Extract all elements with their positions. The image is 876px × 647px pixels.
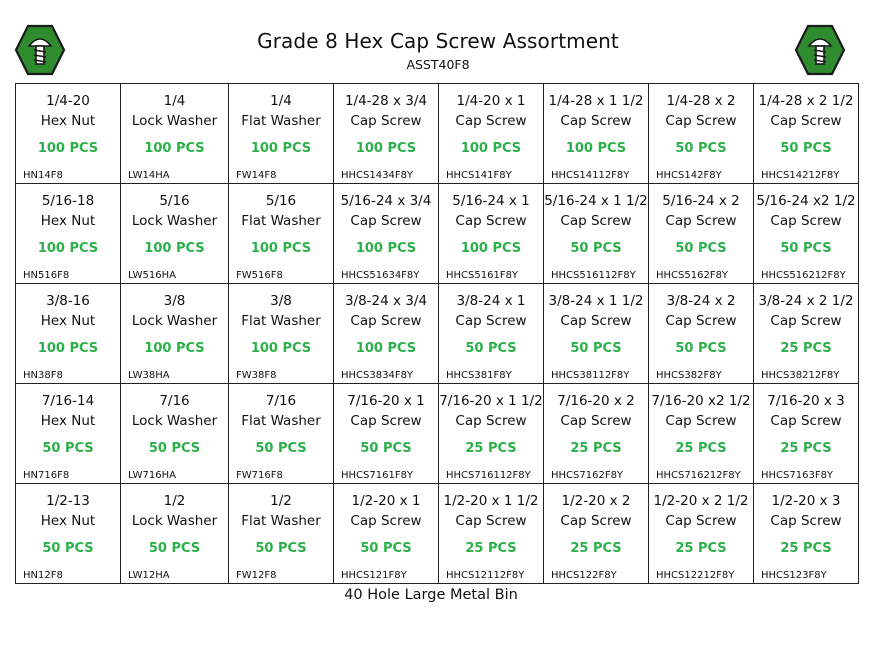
part-code: HHCS716212F8Y (656, 470, 741, 481)
part-quantity: 50 PCS (675, 241, 727, 256)
part-quantity: 50 PCS (570, 241, 622, 256)
part-size: 1/2-20 x 3 (771, 493, 841, 509)
part-size: 1/4-20 x 1 (456, 93, 526, 109)
part-size: 3/8-24 x 2 (666, 293, 736, 309)
table-row (16, 184, 859, 284)
assortment-grid (15, 83, 859, 584)
part-size: 3/8-24 x 3/4 (344, 293, 428, 309)
bin-cell (16, 384, 121, 484)
part-size: 7/16-14 (41, 393, 95, 409)
part-quantity: 100 PCS (355, 141, 417, 156)
part-code: FW12F8 (236, 570, 277, 581)
part-size: 5/16-24 x 3/4 (340, 193, 432, 209)
bin-cell (334, 284, 439, 384)
part-quantity: 100 PCS (250, 241, 312, 256)
bin-cell (229, 284, 334, 384)
part-code: HHCS381F8Y (446, 370, 512, 381)
part-type: Cap Screw (455, 313, 527, 329)
part-type: Cap Screw (770, 213, 842, 229)
footer-caption: 40 Hole Large Metal Bin (344, 587, 518, 603)
part-type: Flat Washer (241, 513, 321, 529)
part-code: FW38F8 (236, 370, 277, 381)
page-title: Grade 8 Hex Cap Screw Assortment (257, 29, 619, 53)
bin-cell (229, 84, 334, 184)
bin-cell (121, 284, 229, 384)
bin-cell (334, 84, 439, 184)
part-size: 5/16-24 x 2 (662, 193, 740, 209)
part-quantity: 100 PCS (250, 141, 312, 156)
part-size: 7/16-20 x 2 (557, 393, 635, 409)
part-type: Hex Nut (40, 113, 96, 129)
bin-cell (544, 384, 649, 484)
part-size: 5/16 (265, 193, 297, 209)
part-type: Cap Screw (455, 113, 527, 129)
part-code: HHCS38212F8Y (761, 370, 840, 381)
bin-cell (754, 284, 859, 384)
part-code: FW716F8 (236, 470, 283, 481)
part-code: HHCS142F8Y (656, 170, 722, 181)
bin-cell (121, 184, 229, 284)
table-row (16, 384, 859, 484)
part-quantity: 100 PCS (460, 141, 522, 156)
part-size: 3/8-24 x 2 1/2 (758, 293, 854, 309)
part-type: Lock Washer (131, 513, 218, 529)
part-size: 7/16-20 x 3 (767, 393, 845, 409)
part-type: Cap Screw (455, 213, 527, 229)
part-code: HN516F8 (23, 270, 70, 281)
part-type: Flat Washer (241, 213, 321, 229)
part-code: HHCS122F8Y (551, 570, 617, 581)
part-type: Cap Screw (665, 513, 737, 529)
bin-cell (649, 484, 754, 584)
part-code: HHCS516212F8Y (761, 270, 846, 281)
part-size: 7/16 (265, 393, 297, 409)
part-quantity: 100 PCS (144, 341, 205, 356)
part-size: 1/2-20 x 2 1/2 (653, 493, 749, 509)
bin-cell (439, 284, 544, 384)
page-subtitle: ASST40F8 (406, 57, 470, 72)
bin-cell (16, 284, 121, 384)
bin-cell (649, 84, 754, 184)
part-type: Cap Screw (350, 113, 422, 129)
part-code: HHCS382F8Y (656, 370, 722, 381)
part-type: Cap Screw (560, 313, 632, 329)
bin-cell (754, 484, 859, 584)
part-size: 1/2-20 x 1 (351, 493, 421, 509)
part-quantity: 50 PCS (255, 441, 307, 456)
part-quantity: 100 PCS (144, 141, 205, 156)
part-size: 1/4-28 x 3/4 (344, 93, 428, 109)
part-size: 7/16-20 x2 1/2 (651, 393, 751, 409)
part-code: LW716HA (128, 470, 176, 481)
bin-cell (121, 384, 229, 484)
part-type: Cap Screw (560, 513, 632, 529)
part-quantity: 100 PCS (144, 241, 205, 256)
part-code: FW516F8 (236, 270, 283, 281)
part-size: 5/16 (159, 193, 190, 209)
part-size: 3/8 (163, 293, 186, 309)
part-code: HHCS5162F8Y (656, 270, 729, 281)
bin-cell (334, 484, 439, 584)
part-size: 1/4 (163, 93, 186, 109)
bin-cell (439, 84, 544, 184)
part-type: Cap Screw (455, 513, 527, 529)
part-size: 1/4-28 x 1 1/2 (548, 93, 644, 109)
part-code: LW516HA (128, 270, 176, 281)
part-type: Hex Nut (40, 413, 96, 429)
part-type: Cap Screw (350, 413, 422, 429)
bin-cell (649, 384, 754, 484)
part-code: HHCS1434F8Y (341, 170, 414, 181)
part-code: HN38F8 (23, 370, 63, 381)
bin-cell (229, 384, 334, 484)
part-type: Flat Washer (241, 413, 321, 429)
bin-cell (334, 384, 439, 484)
part-code: LW38HA (128, 370, 170, 381)
part-type: Cap Screw (350, 513, 422, 529)
part-type: Cap Screw (560, 113, 632, 129)
part-code: HHCS5161F8Y (446, 270, 519, 281)
part-type: Cap Screw (770, 413, 842, 429)
part-quantity: 100 PCS (460, 241, 522, 256)
part-size: 5/16-24 x2 1/2 (756, 193, 856, 209)
part-quantity: 50 PCS (780, 241, 832, 256)
part-type: Cap Screw (770, 513, 842, 529)
part-size: 7/16 (159, 393, 190, 409)
part-quantity: 25 PCS (675, 541, 727, 556)
bin-cell (16, 184, 121, 284)
bin-cell (544, 84, 649, 184)
part-code: LW14HA (128, 170, 170, 181)
part-code: HHCS14112F8Y (551, 170, 630, 181)
part-type: Hex Nut (40, 513, 96, 529)
part-size: 7/16-20 x 1 1/2 (439, 393, 543, 409)
part-quantity: 25 PCS (465, 541, 517, 556)
part-quantity: 25 PCS (780, 541, 832, 556)
part-type: Cap Screw (770, 313, 842, 329)
bin-cell (544, 184, 649, 284)
part-quantity: 50 PCS (675, 141, 727, 156)
part-quantity: 25 PCS (570, 541, 622, 556)
part-code: HHCS7162F8Y (551, 470, 624, 481)
bin-cell (439, 484, 544, 584)
table-row (16, 84, 859, 184)
bin-cell (544, 484, 649, 584)
part-quantity: 25 PCS (465, 441, 517, 456)
part-quantity: 25 PCS (675, 441, 727, 456)
part-code: HHCS51634F8Y (341, 270, 420, 281)
part-quantity: 100 PCS (37, 141, 99, 156)
part-type: Cap Screw (350, 313, 422, 329)
part-size: 5/16-24 x 1 (452, 193, 530, 209)
part-size: 3/8-24 x 1 (456, 293, 526, 309)
part-code: HHCS38112F8Y (551, 370, 630, 381)
part-code: HHCS123F8Y (761, 570, 827, 581)
part-type: Cap Screw (665, 413, 737, 429)
part-type: Lock Washer (131, 313, 218, 329)
bin-cell (121, 84, 229, 184)
part-size: 1/2-13 (46, 493, 90, 509)
part-quantity: 50 PCS (42, 541, 94, 556)
part-quantity: 50 PCS (148, 441, 201, 456)
part-type: Flat Washer (241, 313, 321, 329)
part-code: HHCS12212F8Y (656, 570, 735, 581)
part-quantity: 50 PCS (675, 341, 727, 356)
bin-cell (649, 284, 754, 384)
part-type: Lock Washer (131, 113, 218, 129)
part-code: HHCS141F8Y (446, 170, 512, 181)
part-type: Cap Screw (665, 113, 737, 129)
part-code: HHCS716112F8Y (446, 470, 531, 481)
part-code: HN14F8 (23, 170, 63, 181)
bin-cell (754, 184, 859, 284)
part-quantity: 100 PCS (565, 141, 627, 156)
part-quantity: 25 PCS (570, 441, 622, 456)
part-quantity: 50 PCS (360, 441, 412, 456)
part-quantity: 100 PCS (355, 341, 417, 356)
part-size: 3/8-16 (46, 293, 90, 309)
part-code: HHCS14212F8Y (761, 170, 840, 181)
part-type: Hex Nut (40, 313, 96, 329)
bin-cell (439, 184, 544, 284)
bin-cell (121, 484, 229, 584)
part-code: HN12F8 (23, 570, 63, 581)
part-type: Flat Washer (241, 113, 321, 129)
bin-cell (754, 84, 859, 184)
table-row (16, 484, 859, 584)
part-quantity: 100 PCS (355, 241, 417, 256)
part-type: Lock Washer (131, 213, 218, 229)
part-quantity: 50 PCS (255, 541, 307, 556)
part-size: 1/2-20 x 1 1/2 (443, 493, 539, 509)
part-quantity: 50 PCS (360, 541, 412, 556)
part-size: 5/16-24 x 1 1/2 (544, 193, 648, 209)
part-type: Cap Screw (560, 413, 632, 429)
bin-cell (16, 84, 121, 184)
part-size: 1/4 (270, 93, 292, 109)
part-type: Cap Screw (455, 413, 527, 429)
part-quantity: 100 PCS (37, 241, 99, 256)
part-code: HHCS121F8Y (341, 570, 407, 581)
part-code: FW14F8 (236, 170, 277, 181)
part-quantity: 25 PCS (780, 341, 832, 356)
bin-cell (229, 484, 334, 584)
part-quantity: 100 PCS (37, 341, 99, 356)
part-code: HHCS516112F8Y (551, 270, 636, 281)
part-quantity: 50 PCS (780, 141, 832, 156)
part-type: Cap Screw (560, 213, 632, 229)
part-quantity: 100 PCS (250, 341, 312, 356)
part-code: HHCS3834F8Y (341, 370, 414, 381)
part-code: LW12HA (128, 570, 170, 581)
bin-cell (649, 184, 754, 284)
part-code: HHCS7161F8Y (341, 470, 414, 481)
part-quantity: 50 PCS (465, 341, 517, 356)
part-quantity: 50 PCS (570, 341, 622, 356)
part-type: Hex Nut (40, 213, 96, 229)
bin-cell (334, 184, 439, 284)
part-size: 1/2 (270, 493, 292, 509)
part-size: 3/8-24 x 1 1/2 (548, 293, 644, 309)
bin-cell (16, 484, 121, 584)
part-size: 7/16-20 x 1 (347, 393, 425, 409)
part-size: 1/4-28 x 2 (666, 93, 736, 109)
bin-cell (439, 384, 544, 484)
part-size: 1/2 (163, 493, 186, 509)
part-size: 5/16-18 (41, 193, 95, 209)
part-size: 1/4-28 x 2 1/2 (758, 93, 854, 109)
bin-cell (229, 184, 334, 284)
part-type: Cap Screw (665, 213, 737, 229)
part-type: Cap Screw (665, 313, 737, 329)
part-size: 3/8 (270, 293, 292, 309)
part-size: 1/2-20 x 2 (561, 493, 631, 509)
part-code: HHCS7163F8Y (761, 470, 834, 481)
bin-cell (754, 384, 859, 484)
part-code: HHCS12112F8Y (446, 570, 525, 581)
part-type: Cap Screw (350, 213, 422, 229)
part-quantity: 25 PCS (780, 441, 832, 456)
bin-cell (544, 284, 649, 384)
part-quantity: 50 PCS (148, 541, 201, 556)
part-quantity: 50 PCS (42, 441, 94, 456)
part-type: Lock Washer (131, 413, 218, 429)
table-row (16, 284, 859, 384)
part-code: HN716F8 (23, 470, 70, 481)
part-type: Cap Screw (770, 113, 842, 129)
part-size: 1/4-20 (46, 93, 90, 109)
